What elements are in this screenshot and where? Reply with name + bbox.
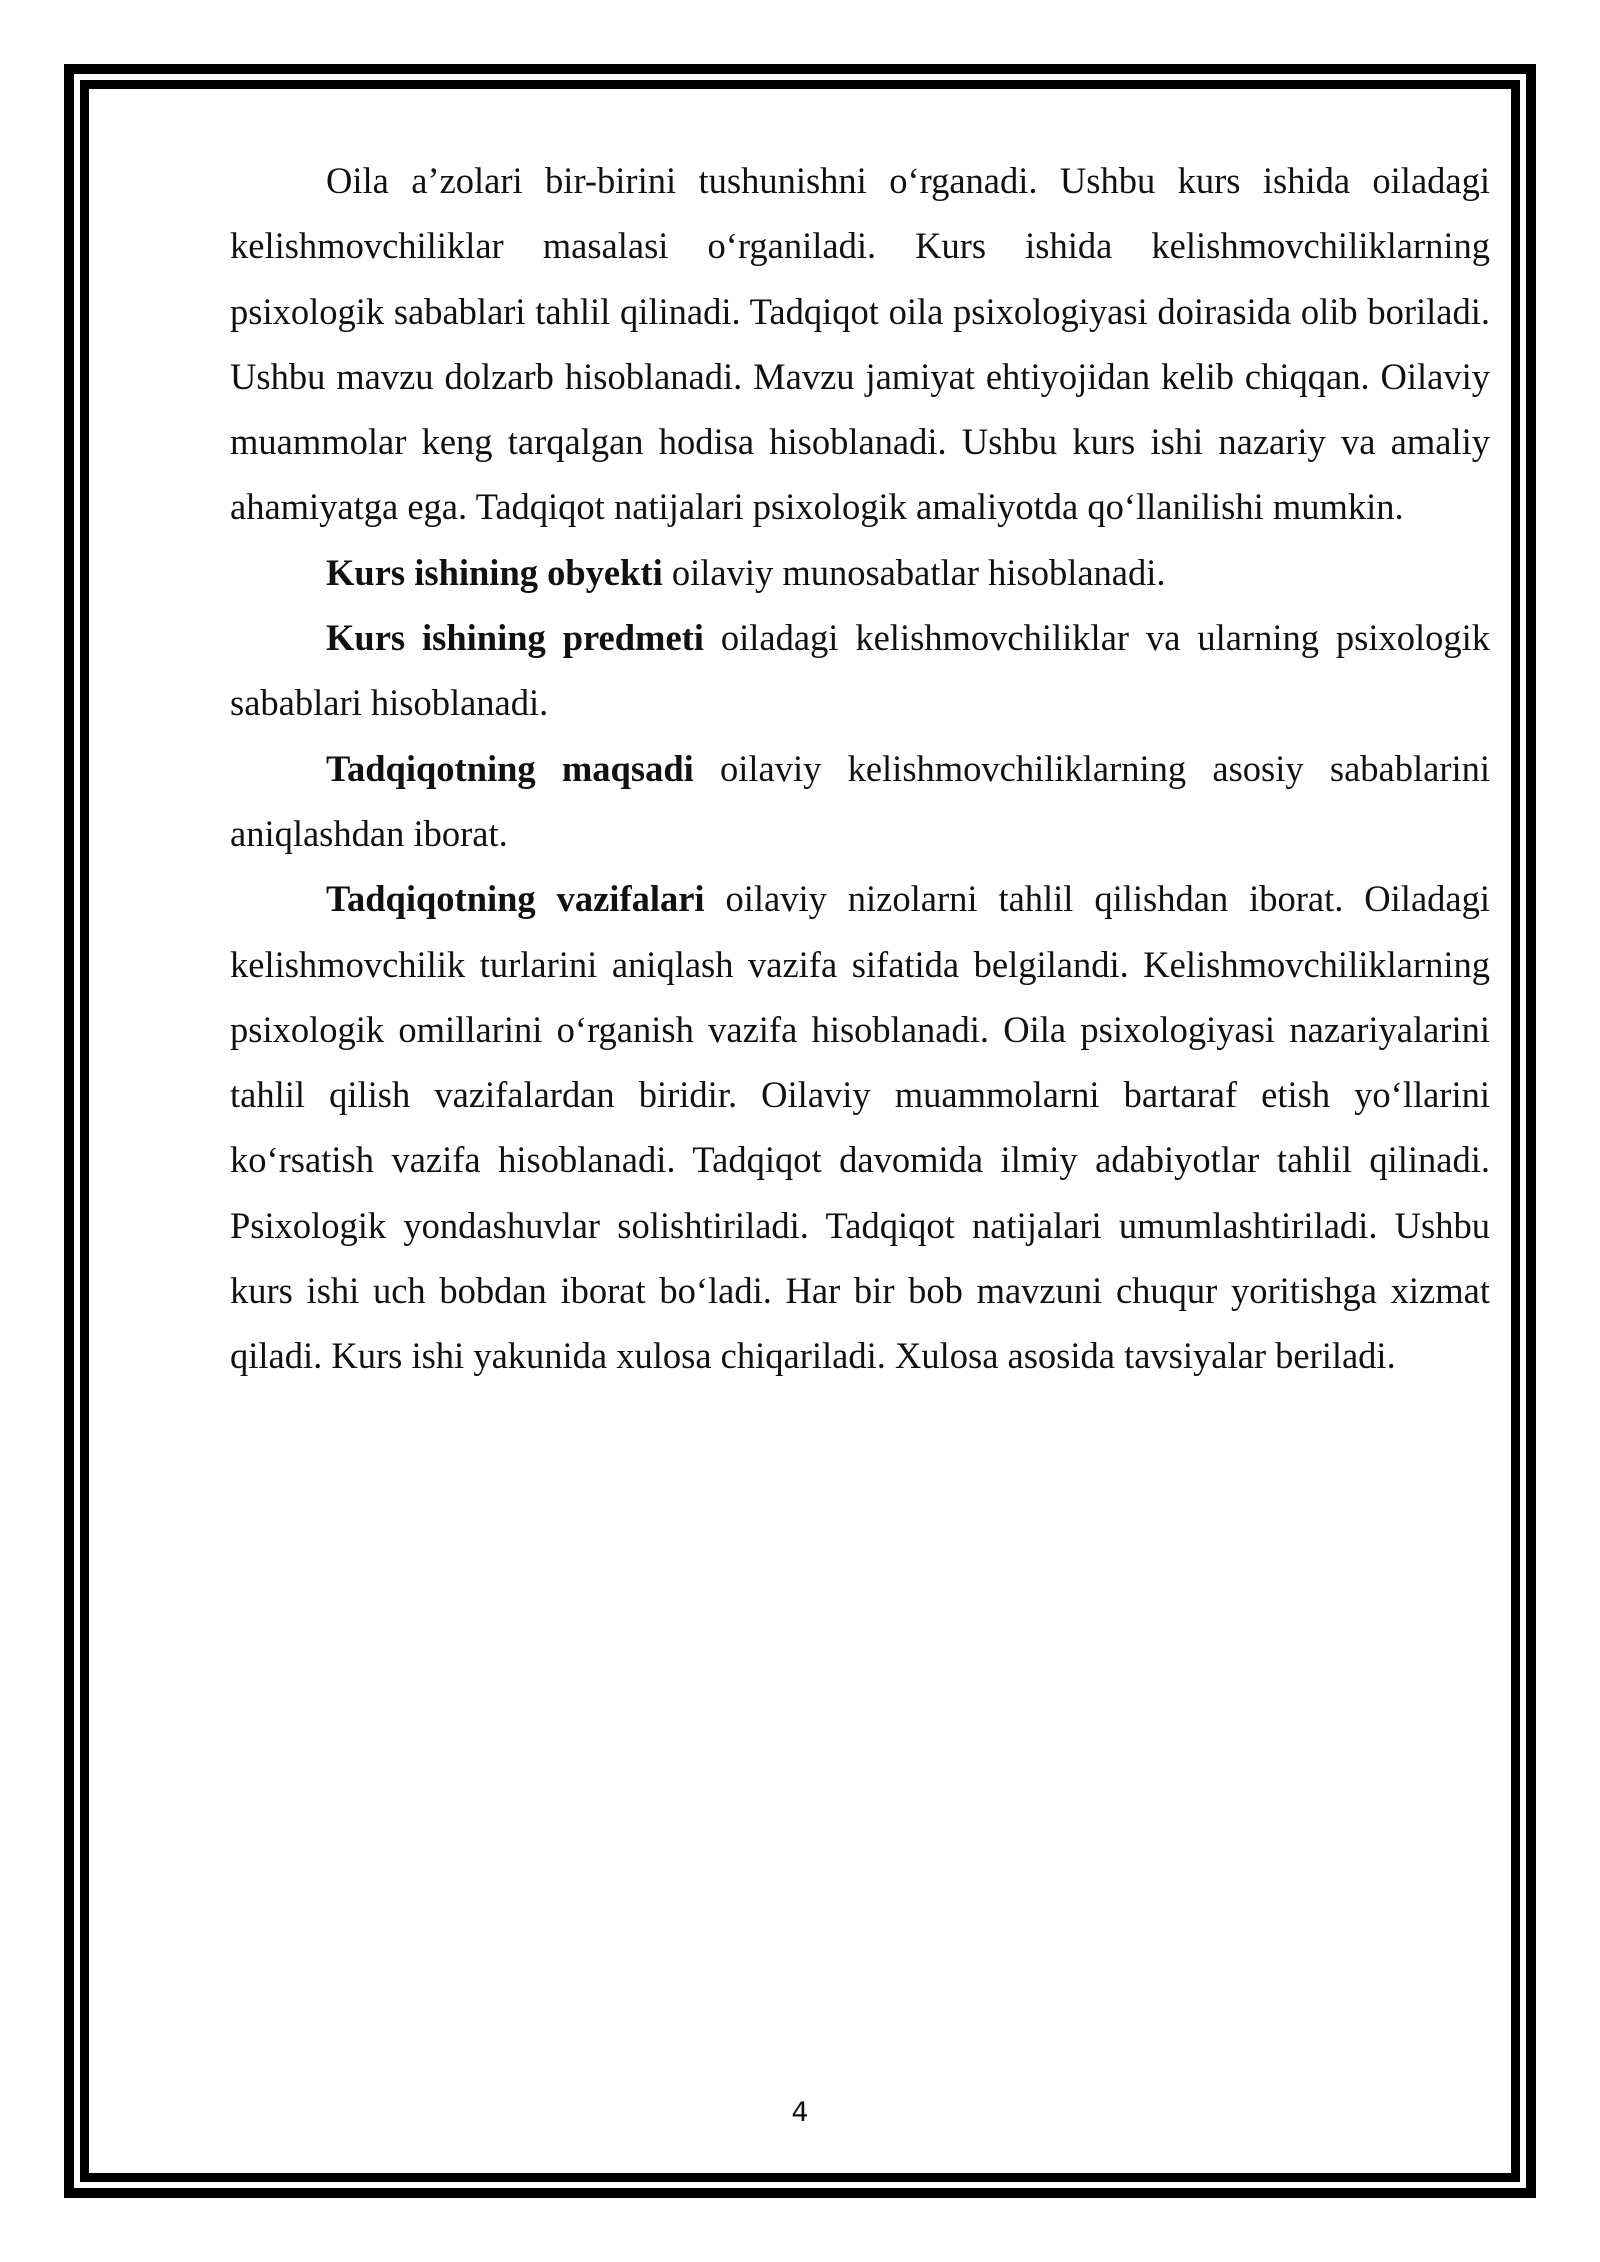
tasks-paragraph [230,866,1490,1388]
object-text: oilaviy munosabatlar hisoblanadi. [662,551,1166,593]
intro-paragraph [230,148,1490,540]
tasks-heading: Tadqiqotning vazifalari [326,878,705,920]
page-body [230,148,1490,1389]
subject-paragraph [230,605,1490,736]
object-paragraph [230,540,1490,605]
object-heading: Kurs ishining obyekti [326,551,663,593]
tasks-text: oilaviy nizolarni tahlil qilishdan iborat. Oiladagi kelishmovchilik turlarini aniqlash vazifa sifatida belgilandi. Kelishmovchiliklarning psixologik omillarini o‘rganish vazifa hisoblanadi. Oila psixologiyasi nazariyalarini tahlil qilish vazifalardan biridir. Oilaviy muammolarni bartaraf etish yo‘llarini ko‘rsatish vazifa hisoblanadi. Tadqiqot davomida ilmiy adabiyotlar tahlil qilinadi. Psixologik yondashuvlar solishtiriladi. Tadqiqot natijalari umumlashtiriladi. Ushbu kurs ishi uch bobdan iborat bo‘ladi. Har bir bob mavzuni chuqur yoritishga xizmat qiladi. Kurs ishi yakunida xulosa chiqariladi. Xulosa asosida tavsiyalar beriladi. [230,878,1490,1377]
goal-heading: Tadqiqotning maqsadi [326,747,694,789]
intro-text: Oila a’zolari bir-birini tushunishni o‘rganadi. Ushbu kurs ishida oiladagi kelishmovchiliklar masalasi o‘rganiladi. Kurs ishida kelishmovchiliklarning psixologik sabablari tahlil qilinadi. Tadqiqot oila psixologiyasi doirasida olib boriladi. Ushbu mavzu dolzarb hisoblanadi. Mavzu jamiyat ehtiyojidan kelib chiqqan. Oilaviy muammolar keng tarqalgan hodisa hisoblanadi. Ushbu kurs ishi nazariy va amaliy ahamiyatga ega. Tadqiqot natijalari psixologik amaliyotda qo‘llanilishi mumkin. [230,160,1490,528]
page-number: 4 [791,2097,809,2128]
subject-heading: Kurs ishining predmeti [326,617,704,659]
goal-paragraph [230,736,1490,867]
subject-text: oiladagi kelishmovchiliklar va ularning psixologik sabablari hisoblanadi. [230,617,1491,724]
goal-text: oilaviy kelishmovchiliklarning asosiy sabablarini aniqlashdan iborat. [230,747,1491,854]
